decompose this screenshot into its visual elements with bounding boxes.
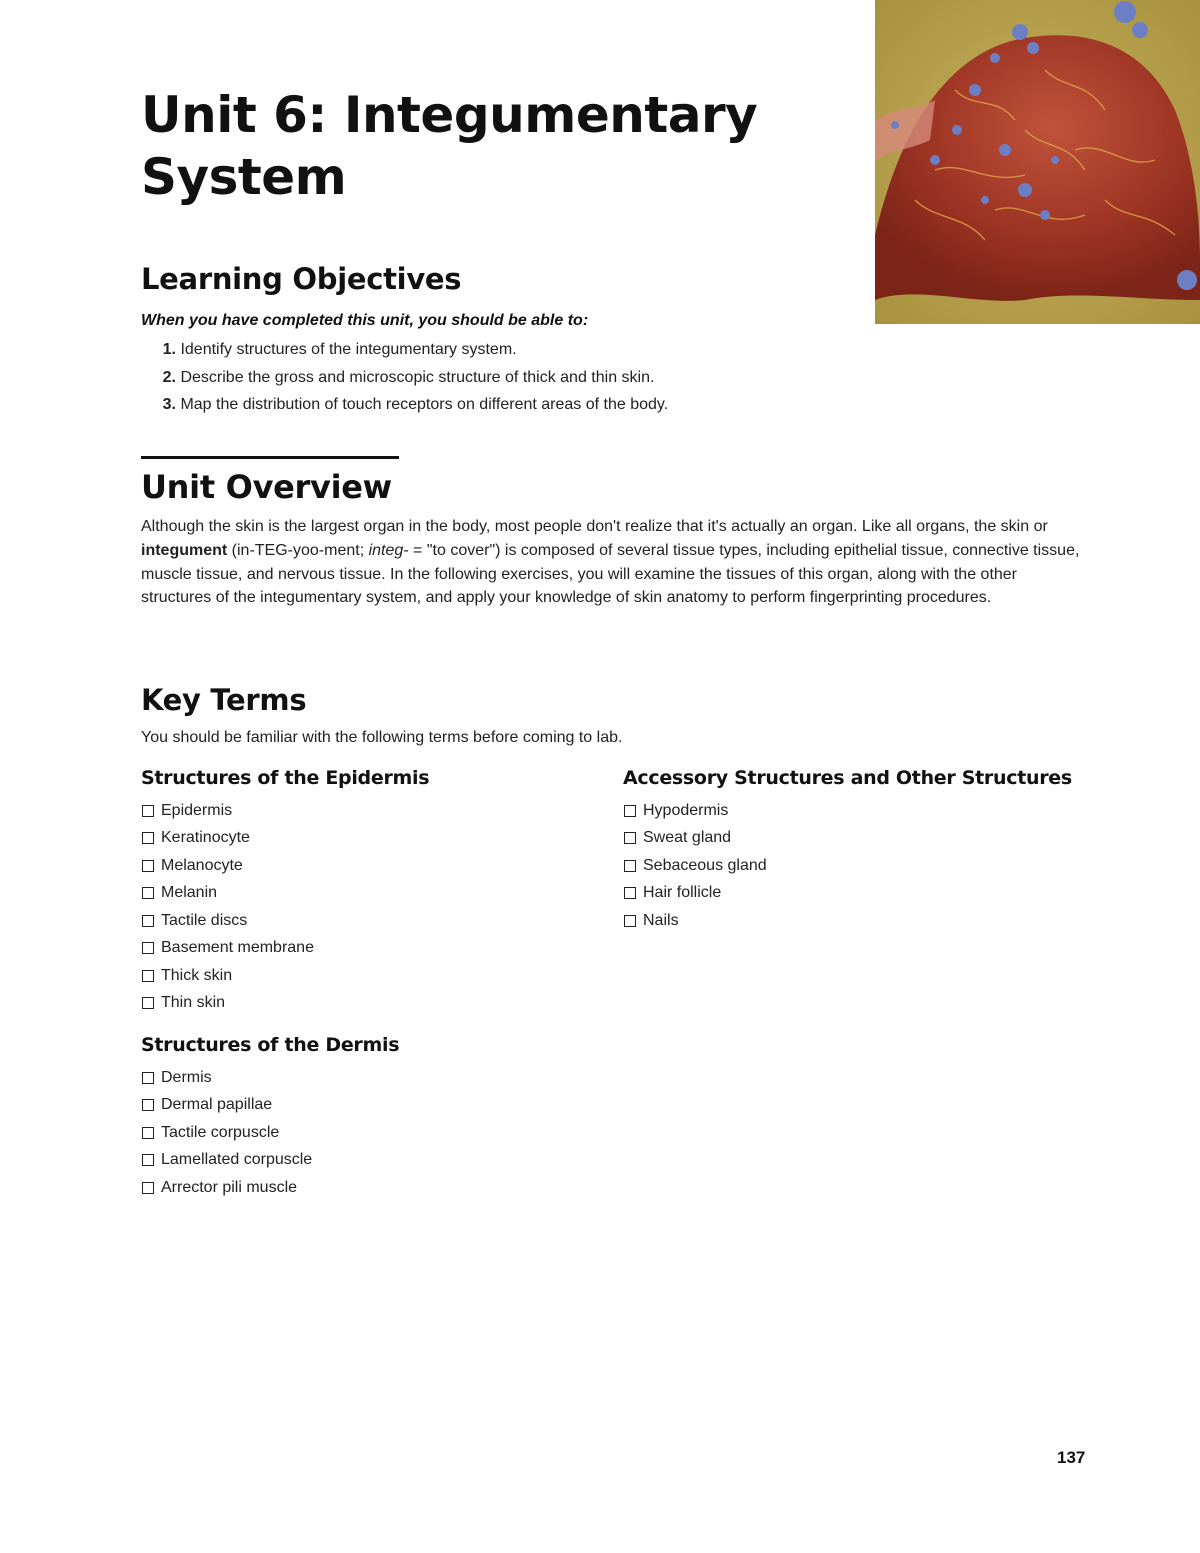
- cover-photo: [875, 0, 1200, 324]
- term-item[interactable]: Epidermis: [141, 797, 314, 825]
- term-item[interactable]: Hair follicle: [623, 880, 767, 908]
- checkbox-icon[interactable]: [142, 1072, 154, 1084]
- dermis-terms: [141, 1064, 312, 1202]
- term-item[interactable]: Dermis: [141, 1064, 312, 1092]
- key-terms-heading: Key Terms: [141, 683, 307, 717]
- key-terms-intro: You should be familiar with the following terms before coming to lab.: [141, 729, 623, 746]
- learning-objectives-heading: Learning Objectives: [141, 262, 462, 296]
- checkbox-icon[interactable]: [624, 887, 636, 899]
- objectives-list: [141, 338, 668, 421]
- term-item[interactable]: Basement membrane: [141, 935, 314, 963]
- term-item[interactable]: Nails: [623, 907, 767, 935]
- term-item[interactable]: Keratinocyte: [141, 825, 314, 853]
- unit-title: Unit 6: Integumentary System: [141, 86, 758, 206]
- checkbox-icon[interactable]: [142, 997, 154, 1009]
- checkbox-icon[interactable]: [142, 805, 154, 817]
- checkbox-icon[interactable]: [142, 1182, 154, 1194]
- checkbox-icon[interactable]: [624, 805, 636, 817]
- objectives-intro: When you have completed this unit, you should be able to:: [141, 312, 589, 329]
- checkbox-icon[interactable]: [142, 887, 154, 899]
- term-item[interactable]: Tactile corpuscle: [141, 1119, 312, 1147]
- checkbox-icon[interactable]: [142, 970, 154, 982]
- checkbox-icon[interactable]: [142, 860, 154, 872]
- objective-item: 2. Describe the gross and microscopic structure of thick and thin skin.: [162, 368, 655, 386]
- integument-term: integument: [141, 541, 228, 559]
- checkbox-icon[interactable]: [142, 942, 154, 954]
- objective-item: 1. Identify structures of the integumentary system.: [162, 341, 517, 358]
- epidermis-terms: [141, 797, 314, 1017]
- overview-paragraph: Although the skin is the largest organ in the body, most people don't realize that it's actually an organ. Like all organs, the skin or integument (in-TEG-yoo-ment; integ- = "to cover") is composed of several tissue types, including epithelial tissue, connective tissue, muscle tissue, and nervous tissue. In the following exercises, you will examine the tissues of this organ, along with the other structures of the integumentary system, and apply your knowledge of skin anatomy to perform fingerprinting procedures.: [141, 518, 1080, 607]
- cell-micrograph-image: [875, 0, 1200, 324]
- term-item[interactable]: Hypodermis: [623, 797, 767, 825]
- accessory-heading: Accessory Structures and Other Structures: [623, 767, 1072, 789]
- integ-prefix: integ-: [368, 541, 409, 559]
- checkbox-icon[interactable]: [624, 915, 636, 927]
- term-item[interactable]: Sebaceous gland: [623, 852, 767, 880]
- term-item[interactable]: Lamellated corpuscle: [141, 1147, 312, 1175]
- term-item[interactable]: Thick skin: [141, 962, 314, 990]
- dermis-heading: Structures of the Dermis: [141, 1034, 400, 1056]
- term-item[interactable]: Tactile discs: [141, 907, 314, 935]
- checkbox-icon[interactable]: [142, 915, 154, 927]
- term-item[interactable]: Melanocyte: [141, 852, 314, 880]
- checkbox-icon[interactable]: [142, 832, 154, 844]
- accessory-terms: [623, 797, 767, 935]
- checkbox-icon[interactable]: [142, 1154, 154, 1166]
- page-number: 137: [1057, 1448, 1086, 1467]
- unit-overview-heading: Unit Overview: [141, 468, 392, 506]
- overview-divider: [141, 456, 399, 459]
- term-item[interactable]: Arrector pili muscle: [141, 1174, 312, 1202]
- checkbox-icon[interactable]: [624, 832, 636, 844]
- term-item[interactable]: Melanin: [141, 880, 314, 908]
- epidermis-heading: Structures of the Epidermis: [141, 767, 430, 789]
- checkbox-icon[interactable]: [142, 1127, 154, 1139]
- objective-item: 3. Map the distribution of touch receptors on different areas of the body.: [162, 396, 669, 413]
- checkbox-icon[interactable]: [624, 860, 636, 872]
- term-item[interactable]: Dermal papillae: [141, 1092, 312, 1120]
- term-item[interactable]: Sweat gland: [623, 825, 767, 853]
- checkbox-icon[interactable]: [142, 1099, 154, 1111]
- term-item[interactable]: Thin skin: [141, 990, 314, 1018]
